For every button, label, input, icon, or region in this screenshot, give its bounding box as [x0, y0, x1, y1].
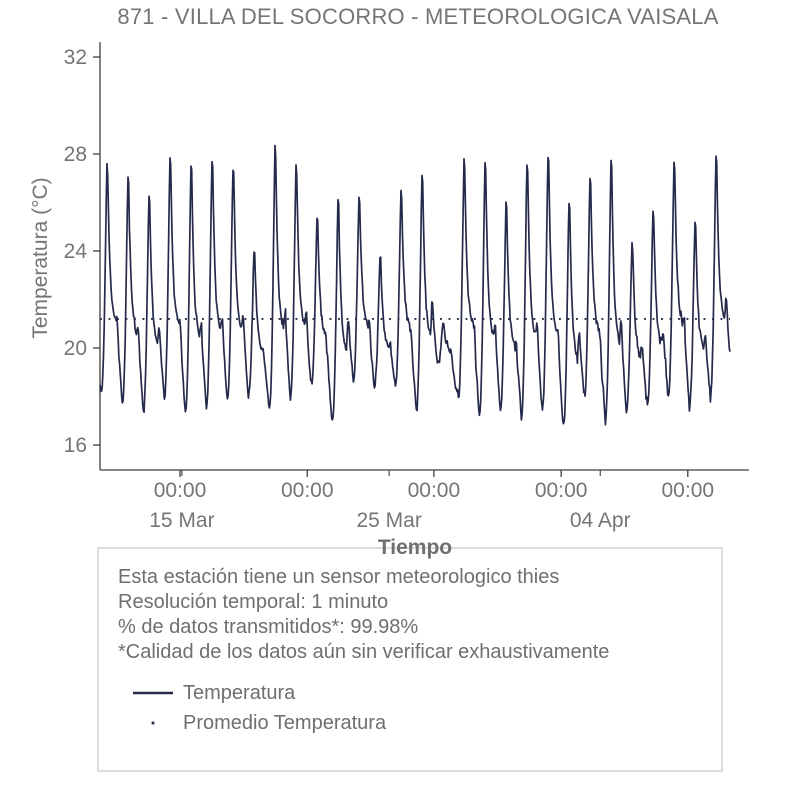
station-info [99, 549, 721, 665]
y-tick-label: 16 [63, 434, 87, 457]
y-tick-label: 32 [63, 46, 87, 69]
chart-legend [99, 678, 721, 738]
x-axis-title: Tiempo [377, 536, 453, 559]
info-line-resolution: Resolución temporal: 1 minuto [118, 591, 389, 613]
legend-label-temperatura: Temperatura [183, 681, 296, 704]
y-tick-label: 24 [63, 240, 87, 263]
x-date-tick-label: 25 Mar [356, 509, 422, 532]
y-tick-label: 20 [63, 337, 87, 360]
x-date-tick-label: 04 Apr [569, 509, 631, 532]
info-line-sensor: Esta estación tiene un sensor meteorologico thies [118, 566, 560, 588]
legend-item-temperatura [118, 678, 721, 708]
x-date-tick-label: 15 Mar [149, 509, 215, 532]
info-line-transmitted: % de datos transmitidos*: 99.98% [118, 616, 419, 638]
x-time-tick-label: 00:00 [661, 479, 715, 502]
y-tick-label: 28 [63, 143, 87, 166]
x-time-tick-label: 00:00 [280, 479, 334, 502]
chart-title: 871 - VILLA DEL SOCORRO - METEOROLOGICA VAISALA [117, 4, 719, 29]
solid-line-swatch-icon [133, 688, 173, 698]
x-time-tick-label: 00:00 [407, 479, 461, 502]
legend-item-promedio-temperatura [118, 708, 721, 738]
info-line-quality: *Calidad de los datos aún sin verificar exhaustivamente [118, 641, 610, 663]
x-time-tick-label: 00:00 [153, 479, 207, 502]
info-panel [97, 547, 723, 772]
x-time-tick-label: 00:00 [534, 479, 588, 502]
legend-label-promedio: Promedio Temperatura [183, 711, 387, 734]
temperatura-line [100, 146, 730, 425]
dot-swatch-icon [133, 718, 173, 728]
y-axis-title: Temperatura (°C) [29, 177, 52, 339]
